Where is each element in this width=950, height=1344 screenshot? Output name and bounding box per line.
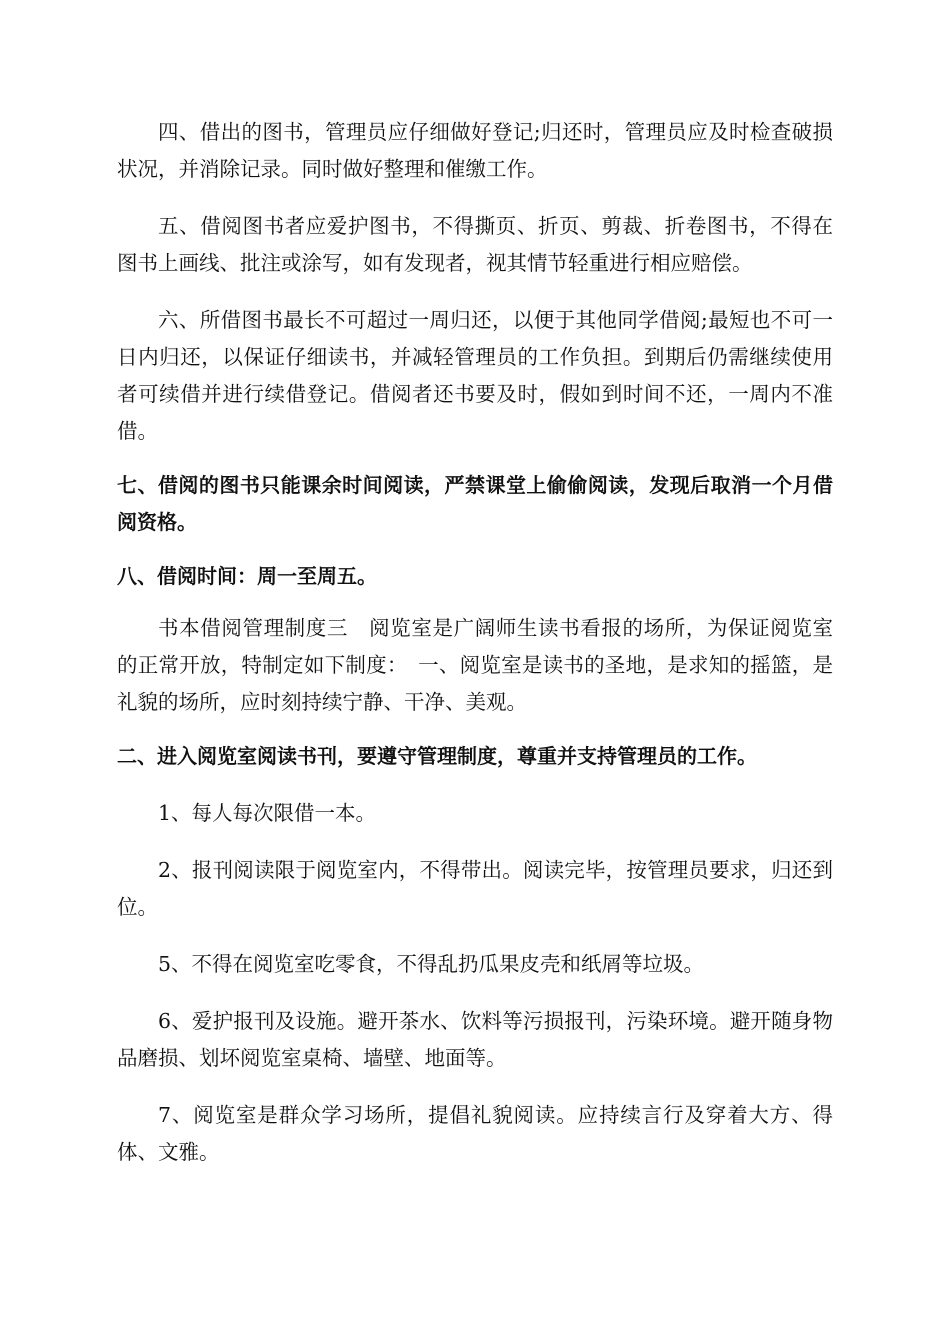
paragraph-rule-6: 六、所借图书最长不可超过一周归还，以便于其他同学借阅;最短也不可一日内归还，以保证仔细读书，并减轻管理员的工作负担。到期后仍需继续使用者可续借并进行续借登记。借阅者还书要及时，假如到时间不还，一周内不准借。 xyxy=(117,308,833,443)
list-item-1: 1、每人每次限借一本。 xyxy=(158,801,377,825)
paragraph-reading-room-rule-2: 二、进入阅览室阅读书刊，要遵守管理制度，尊重并支持管理员的工作。 xyxy=(117,744,757,768)
paragraph-reading-room-intro: 书本借阅管理制度三 阅览室是广阔师生读书看报的场所，为保证阅览室的正常开放，特制定如下制度： 一、阅览室是读书的圣地，是求知的摇篮，是礼貌的场所，应时刻持续宁静、干净、美观。 xyxy=(117,616,833,714)
list-item-5: 5、不得在阅览室吃零食，不得乱扔瓜果皮壳和纸屑等垃圾。 xyxy=(158,952,705,976)
paragraph-rule-5: 五、借阅图书者应爱护图书，不得撕页、折页、剪裁、折卷图书，不得在图书上画线、批注或涂写，如有发现者，视其情节轻重进行相应赔偿。 xyxy=(117,214,833,275)
list-item-2: 2、报刊阅读限于阅览室内，不得带出。阅读完毕，按管理员要求，归还到位。 xyxy=(117,858,833,919)
paragraph-rule-4: 四、借出的图书，管理员应仔细做好登记;归还时，管理员应及时检查破损状况，并消除记录。同时做好整理和催缴工作。 xyxy=(117,120,833,181)
paragraph-rule-7: 七、借阅的图书只能课余时间阅读，严禁课堂上偷偷阅读，发现后取消一个月借阅资格。 xyxy=(117,473,833,534)
list-item-6: 6、爱护报刊及设施。避开茶水、饮料等污损报刊，污染环境。避开随身物品磨损、划坏阅览室桌椅、墙壁、地面等。 xyxy=(117,1009,833,1070)
paragraph-rule-8: 八、借阅时间：周一至周五。 xyxy=(117,564,377,588)
list-item-7: 7、阅览室是群众学习场所，提倡礼貌阅读。应持续言行及穿着大方、得体、文雅。 xyxy=(117,1103,833,1164)
document-body xyxy=(117,114,833,1171)
